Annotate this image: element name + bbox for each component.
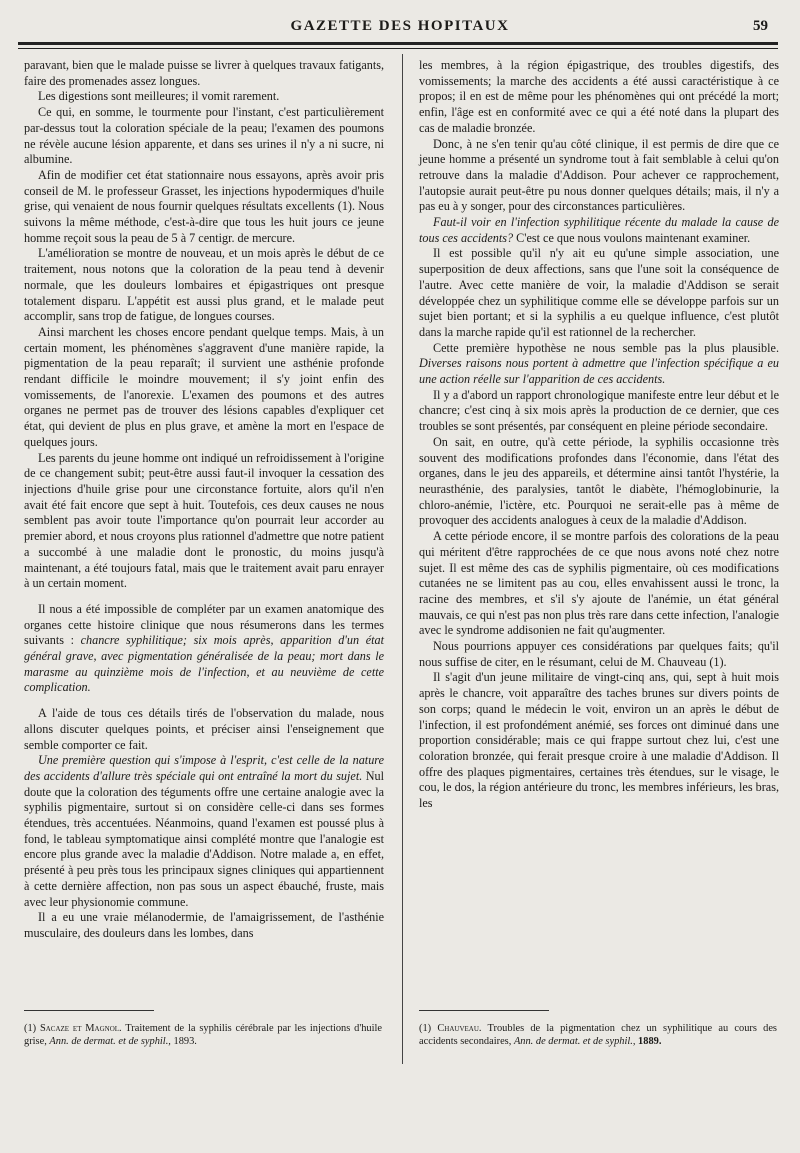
footnote-year: 1893. (173, 1036, 197, 1047)
italic-statement: Diverses raisons nous portent à admettre que l'infection spécifique a eu une action réelle sur l'apparition de ces accidents. (419, 356, 779, 387)
paragraph (419, 215, 779, 246)
page-header (0, 12, 800, 40)
paragraph (24, 753, 384, 910)
paragraph: Donc, à ne s'en tenir qu'au côté clinique, il est permis de dire que ce jeune homme a présenté un syndrome tout à fait semblable à celui qu'on retrouve dans la maladie d'Addison. Pour achever ce rapprochement, l'autopsie aurait peut-être pu nous donner quelques détails; mais, il n'y a pas eu à y songer, pour des circonstances particulières. (419, 136, 779, 214)
paragraph: A cette période encore, il se montre parfois des colorations de la peau qui méritent d'être rapprochées de ce que nous avons noté chez notre sujet. Il est même des cas de syphilis pigmentaire, où ces modifications cutanées ne se limitent pas au cou, elles envahissent aussi le tronc, la racine des membres, et s'il s'y ajoute de l'anémie, un état général mauvais, ce qui n'est pas non plus très rare dans cette infection, l'analogie avec le syndrome addisonien ne fait qu'augmenter. (419, 529, 779, 638)
italic-question: Une première question qui s'impose à l'esprit, c'est celle de la nature des accidents d'allure très spéciale qui ont entraîné la mort du sujet. (24, 753, 384, 783)
paragraph: Ainsi marchent les choses encore pendant quelque temps. Mais, à un certain moment, les phénomènes s'aggravent d'une manière rapide, la pigmentation de la peau reparaît; il survient une asthénie profonde rendant difficile le moindre mouvement; il s'y joint enfin des vomissements, de l'anorexie. L'examen des poumons et des autres organes ne permet pas de trouver des lésions capables d'expliquer cet état, qui devient de plus en plus grave, et amène la mort en l'espace de quelques jours. (24, 324, 384, 449)
running-title: GAZETTE DES HOPITAUX (290, 18, 510, 34)
paragraph-text: Il nous a été impossible de compléter par un examen anatomique des organes cette histoire clinique que nous résumerons dans les termes suivants : (24, 601, 384, 648)
paragraph: Il a eu une vraie mélanodermie, de l'amaigrissement, de l'asthénie musculaire, des douleurs dans les lombes, dans (24, 910, 384, 940)
paragraph: les membres, à la région épigastrique, des troubles digestifs, des vomissements; la marche des accidents a été aussi caractéristique à ce propos; il en est de même pour les phénomènes qui ont précédé la mort; enfin, l'âge est en conformité avec ce qui a été noté dans la plupart des cas de maladie bronzée. (419, 58, 779, 135)
paragraph: Les digestions sont meilleures; il vomit rarement. (38, 89, 280, 104)
column-divider (402, 54, 403, 1064)
header-rule-thick (18, 42, 778, 45)
footnote-text: Traitement de la syphilis cérébrale par les injections d'huile grise, (24, 1023, 382, 1047)
paragraph: On sait, en outre, qu'à cette période, la syphilis occasionne très souvent des modifications profondes dans l'économie, dans l'état des organes, dans le jeu des appareils, et détermine ainsi tantôt l'hystérie, la neurasthénie, des paralysies, tantôt le diabète, l'hémoglobinurie, la chloro-anémie, l'ictère, etc. Pourquoi ne serait-elle pas à même de provoquer des accidents analogues à ceux de la maladie d'Addison. (419, 434, 779, 528)
footnote-rule-left (24, 1010, 154, 1011)
footnote-rule-right (419, 1010, 549, 1011)
paragraph: Il est possible qu'il n'y ait eu qu'une simple association, une superposition de deux affections, sans que l'une soit la conséquence de l'autre. Avec cette manière de voir, la maladie d'Addison se serait développée chez un syphilitique comme elle se développe parfois sur un sujet bien portant; et si la syphilis a eu quelque influence, c'est plutôt dans la marche rapide qu'il est rationnel de la rechercher. (419, 246, 779, 339)
footnote-journal: Ann. de dermat. et de syphil., (49, 1036, 171, 1047)
footnote-journal: Ann. de dermat. et de syphil., (513, 1036, 636, 1047)
right-column (419, 58, 779, 812)
paragraph: A l'aide de tous ces détails tirés de l'observation du malade, nous allons discuter quelques points, et préciser ainsi l'enseignement que semble comporter ce fait. (24, 706, 384, 752)
paragraph: L'amélioration se montre de nouveau, et un mois après le début de ce traitement, nous notons que la coloration de la peau tend à devenir normale, que les douleurs lombaires et épigastriques ont presque totalement disparu. L'appétit est aussi plus grand, et le malade peut accomplir, sans trop de fatigue, de longues courses. (24, 246, 384, 324)
footnote-right (419, 1022, 777, 1048)
paragraph: Nous pourrions appuyer ces considérations par quelques faits; qu'il nous suffise de citer, en le résumant, celui de M. Chauveau (1). (419, 639, 779, 669)
paragraph: Afin de modifier cet état stationnaire nous essayons, après avoir pris conseil de M. le professeur Grasset, les injections hypodermiques d'huile grise, qui venaient de nous fournir quelques résultats excellents (1). Nous suivons la même méthode, c'est-à-dire que tous les huit jours ce jeune homme reçoit sous la peau de 5 à 7 centigr. de mercure. (24, 167, 384, 245)
paragraph: paravant, bien que le malade puisse se livrer à quelques travaux fatigants, faire des promenades assez longues. (24, 58, 384, 88)
page-number: 59 (753, 18, 768, 34)
footnote-year: 1889. (638, 1036, 662, 1047)
footnote-number: (1) (419, 1023, 432, 1034)
paragraph-text: C'est ce que nous voulons maintenant examiner. (516, 230, 751, 245)
header-rule-thin (18, 48, 778, 49)
footnote-left (24, 1022, 382, 1048)
paragraph: Ce qui, en somme, le tourmente pour l'instant, c'est particulièrement par-dessus tout la coloration spéciale de la peau; l'examen des poumons ne révèle aucune lésion apparente, et dans ses urines il n'y a ni sucre, ni albumine. (24, 105, 384, 167)
paragraph-text: Nul doute que la coloration des téguments offre une certaine analogie avec la syphilis pigmentaire, surtout si on considère celle-ci dans ses formes étendues, très accentuées. Néanmoins, quand l'examen est poussé plus à fond, le tableau symptomatique ainsi complété montre que l'analogie est encore plus grande avec la maladie d'Addison. Notre malade a, en effet, présenté à peu près tous les principaux signes cliniques qui appartiennent à cette dernière affection, non pas sous un aspect ébauché, fruste, mais avec leur physionomie commune. (24, 768, 384, 909)
footnote-number: (1) (24, 1023, 37, 1034)
paragraph (24, 602, 384, 696)
paragraph: Il y a d'abord un rapport chronologique manifeste entre leur début et le chancre; c'est cinq à six mois après la production de ce dernier, que ces troubles se sont présentés, par conséquent en pleine période secondaire. (419, 387, 779, 434)
footnote-author: Chauveau. (437, 1023, 482, 1034)
paragraph-text: Cette première hypothèse ne nous semble pas la plus plausible. (433, 340, 779, 355)
left-column (24, 58, 384, 942)
paragraph (419, 341, 779, 388)
footnote-text: Troubles de la pigmentation chez un syphilitique au cours des accidents secondaires, (419, 1023, 777, 1047)
italic-question: Faut-il voir en l'infection syphilitique récente du malade la cause de tous ces accidents? (419, 215, 779, 245)
paragraph: Les parents du jeune homme ont indiqué un refroidissement à l'origine de ce changement subit; peut-être aussi faut-il invoquer la cessation des injections d'huile grise pour une circonstance fortuite, alors qu'il n'en avait été fait encore que sept à huit. Toutefois, ces deux causes ne nous semblent pas avoir toute l'importance qu'on pourrait leur accorder au premier abord, et nous croyons plus rationnel d'admettre que notre patient a succombé à une maladie dont le pronostic, du moins jusqu'à maintenant, a été toujours fatal, mais que le traitement avait paru enrayer à un certain moment. (24, 450, 384, 591)
paragraph: Il s'agit d'un jeune militaire de vingt-cinq ans, qui, sept à huit mois après le chancre, voit apparaître des taches brunes sur divers points de son corps; quand le médecin le voit, environ un an après le début de l'infection, il est profondément anémié, ses forces ont diminué dans une proportion considérable; mais ce qui frappe surtout chez lui, c'est une coloration bronzée, qui ferait presque croire à une maladie d'Addison. Il offre des plaques pigmentaires, certaines très étendues, sur le visage, le cou, le dos, la région antérieure du tronc, les membres inférieurs, les bras, les (419, 670, 779, 811)
italic-summary: chancre syphilitique; six mois après, apparition d'un état général grave, avec pigmentation généralisée de la peau; mort dans le marasme au quinzième mois de l'infection, et au neuvième de cette complication. (24, 633, 385, 695)
footnote-authors: Sacaze et Magnol. (39, 1023, 122, 1034)
